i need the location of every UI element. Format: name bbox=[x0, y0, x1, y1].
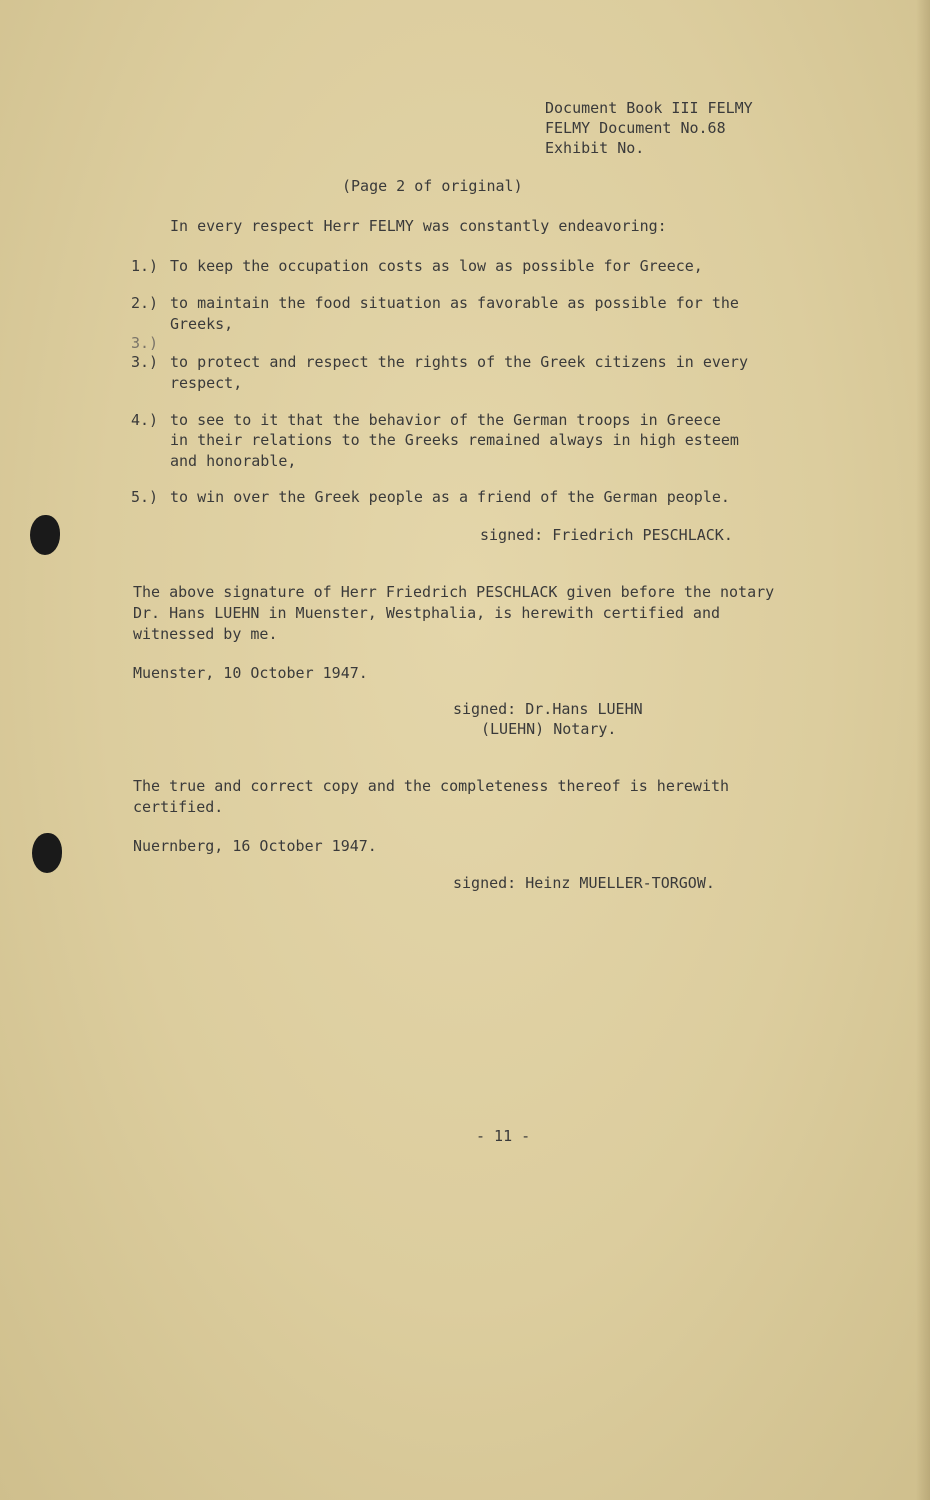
place-date-muenster: Muenster, 10 October 1947. bbox=[133, 664, 368, 682]
punch-hole-bottom bbox=[32, 833, 62, 873]
item-3-text-line-1: to protect and respect the rights of the Greek citizens in every bbox=[170, 353, 748, 371]
signature-peschlack: signed: Friedrich PESCHLACK. bbox=[480, 526, 733, 544]
paper-edge-shadow bbox=[916, 0, 930, 1500]
item-2-number: 2.) bbox=[131, 294, 159, 312]
item-4-number: 4.) bbox=[131, 411, 159, 429]
certification-1-line-1: The above signature of Herr Friedrich PESCHLACK given before the notary bbox=[133, 583, 775, 601]
item-1-text: To keep the occupation costs as low as possible for Greece, bbox=[170, 257, 703, 275]
place-date-nuernberg: Nuernberg, 16 October 1947. bbox=[133, 837, 377, 855]
item-5-number: 5.) bbox=[131, 488, 159, 506]
certification-1-line-2: Dr. Hans LUEHN in Muenster, Westphalia, is herewith certified and bbox=[133, 604, 720, 622]
item-5-text: to win over the Greek people as a friend of the German people. bbox=[170, 488, 730, 506]
page-number: - 11 - bbox=[476, 1127, 531, 1145]
header-document-book: Document Book III FELMY bbox=[545, 99, 753, 117]
certification-2-line-1: The true and correct copy and the completeness thereof is herewith bbox=[133, 777, 730, 795]
signature-luehn-notary: (LUEHN) Notary. bbox=[481, 720, 617, 738]
certification-2-line-2: certified. bbox=[133, 798, 224, 816]
item-2-text-line-1: to maintain the food situation as favorable as possible for the bbox=[170, 294, 739, 312]
item-4-text-line-3: and honorable, bbox=[170, 452, 297, 470]
item-4-text-line-2: in their relations to the Greeks remained always in high esteem bbox=[170, 431, 739, 449]
punch-hole-top bbox=[30, 515, 60, 555]
struck-item-number: 3.) bbox=[131, 334, 159, 352]
item-3-number: 3.) bbox=[131, 353, 159, 371]
header-document-number: FELMY Document No.68 bbox=[545, 119, 726, 137]
item-1-number: 1.) bbox=[131, 257, 159, 275]
signature-mueller-torgow: signed: Heinz MUELLER-TORGOW. bbox=[453, 874, 715, 892]
signature-luehn: signed: Dr.Hans LUEHN bbox=[453, 700, 643, 718]
certification-1-line-3: witnessed by me. bbox=[133, 625, 278, 643]
item-2-text-line-2: Greeks, bbox=[170, 315, 234, 333]
page-of-original-note: (Page 2 of original) bbox=[342, 177, 523, 195]
intro-text: In every respect Herr FELMY was constantly endeavoring: bbox=[170, 217, 667, 235]
item-3-text-line-2: respect, bbox=[170, 374, 243, 392]
header-exhibit: Exhibit No. bbox=[545, 139, 645, 157]
item-4-text-line-1: to see to it that the behavior of the German troops in Greece bbox=[170, 411, 721, 429]
